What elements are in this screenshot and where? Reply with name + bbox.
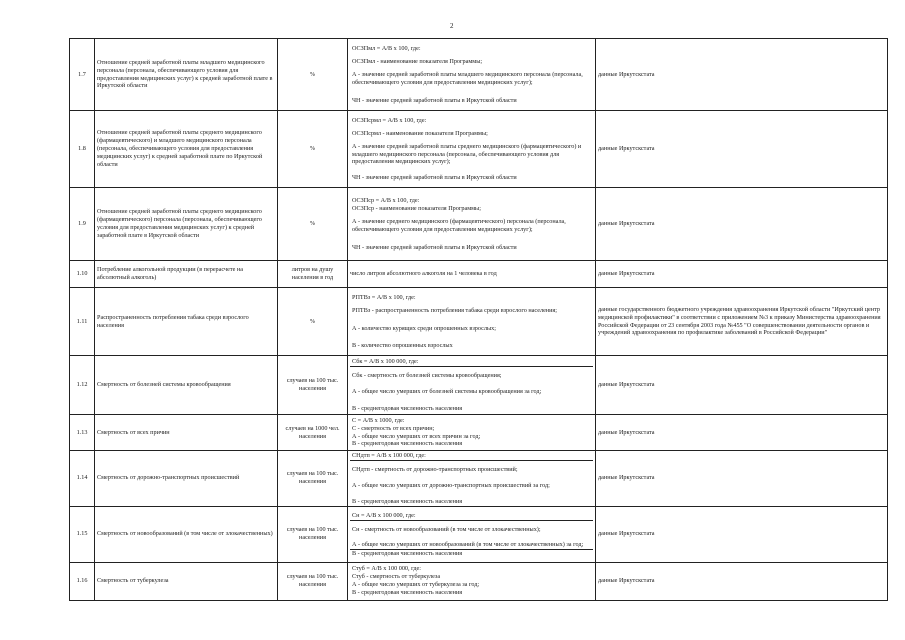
calculation-formula bbox=[348, 188, 596, 261]
formula-line: В - среднегодовая численность населения bbox=[352, 497, 463, 505]
table-row bbox=[70, 261, 888, 288]
unit-of-measure: случаев на 100 тыс. населения bbox=[278, 451, 348, 507]
row-number: 1.10 bbox=[70, 261, 95, 288]
indicator-name: Отношение средней заработной платы среднего медицинского (фармацевтического) и младшего медицинского персонала (персонала, обеспечивающего условия для предоставления медицинских услуг) к средней заработной плате по Иркутской области bbox=[95, 111, 278, 188]
data-source: данные Иркутскстата bbox=[596, 188, 888, 261]
formula-line: В - среднегодовая численность населения bbox=[350, 549, 593, 558]
unit-of-measure: случаев на 1000 чел. населения bbox=[278, 415, 348, 451]
row-number: 1.11 bbox=[70, 288, 95, 356]
table-row bbox=[70, 562, 888, 600]
table-row bbox=[70, 415, 888, 451]
row-number: 1.13 bbox=[70, 415, 95, 451]
formula-line: С - смертность от всех причин; bbox=[352, 424, 435, 432]
formula-line: А - общее число умерших от дорожно-транспортных происшествий за год; bbox=[352, 481, 550, 489]
indicator-name: Потребление алкогольной продукции (в перерасчете на абсолютный алкоголь) bbox=[95, 261, 278, 288]
formula-line: СНдтп - смертность от дорожно-транспортных происшествий; bbox=[352, 465, 518, 473]
row-number: 1.14 bbox=[70, 451, 95, 507]
data-source: данные Иркутскстата bbox=[596, 39, 888, 111]
row-number: 1.12 bbox=[70, 356, 95, 415]
data-source: данные Иркутскстата bbox=[596, 111, 888, 188]
formula-line: ОСЗПср - наименование показателя Программы; bbox=[352, 205, 481, 213]
formula-line: ОСЗПмл = А/В х 100, где: bbox=[352, 45, 421, 53]
data-source: данные Иркутскстата bbox=[596, 562, 888, 600]
row-number: 1.7 bbox=[70, 39, 95, 111]
indicator-name: Смертность от новообразований (в том числе от злокачественных) bbox=[95, 506, 278, 562]
row-number: 1.9 bbox=[70, 188, 95, 261]
formula-line: А - значение средней заработной платы среднего медицинского (фармацевтического) и младшего медицинского персонала (персонала, обеспечивающего условия для предоставления медицинских услуг); bbox=[352, 142, 582, 166]
page-number: 2 bbox=[450, 22, 454, 30]
unit-of-measure: % bbox=[278, 39, 348, 111]
formula-line: В - количество опрошенных взрослых bbox=[352, 342, 453, 350]
table-row bbox=[70, 506, 888, 562]
row-number: 1.8 bbox=[70, 111, 95, 188]
formula-line: В - среднегодовая численность населения bbox=[352, 404, 463, 412]
calculation-formula bbox=[348, 415, 596, 451]
table-row bbox=[70, 288, 888, 356]
formula-line: Сбк - смертность от болезней системы кровообращения; bbox=[352, 372, 502, 380]
unit-of-measure: % bbox=[278, 111, 348, 188]
data-source: данные Иркутскстата bbox=[596, 506, 888, 562]
unit-of-measure: случаев на 100 тыс. населения bbox=[278, 506, 348, 562]
formula-line: РПТВз = А/В х 100, где: bbox=[352, 293, 416, 301]
table-row bbox=[70, 111, 888, 188]
calculation-formula bbox=[348, 111, 596, 188]
unit-of-measure: случаев на 100 тыс. населения bbox=[278, 356, 348, 415]
formula-line: СНдтп = А/В х 100 000, где: bbox=[350, 452, 593, 461]
data-source: данные Иркутскстата bbox=[596, 451, 888, 507]
formula-line: В - среднегодовая численность населения bbox=[352, 440, 463, 448]
row-number: 1.15 bbox=[70, 506, 95, 562]
indicator-name: Смертность от болезней системы кровообращения bbox=[95, 356, 278, 415]
table-row bbox=[70, 39, 888, 111]
indicator-name: Отношение средней заработной платы среднего медицинского (фармацевтического) персонала (персонала, обеспечивающего условия для предоставления медицинских услуг) к средней заработной плате в Иркутской области bbox=[95, 188, 278, 261]
indicator-name: Смертность от всех причин bbox=[95, 415, 278, 451]
formula-line: А - значение среднего медицинского (фармацевтического) персонала (персонала, обеспечивающего условия для предоставления медицинских услуг); bbox=[352, 218, 566, 233]
calculation-formula: число литров абсолютного алкоголя на 1 человека в год bbox=[348, 261, 596, 288]
indicators-table bbox=[69, 38, 888, 601]
calculation-formula bbox=[348, 356, 596, 415]
data-source: данные Иркутскстата bbox=[596, 356, 888, 415]
formula-line: А - общее число умерших от новообразований (в том числе от злокачественных) за год; bbox=[352, 540, 584, 548]
formula-line: ЧН - значение средней заработной платы в Иркутской области bbox=[352, 174, 517, 182]
calculation-formula bbox=[348, 288, 596, 356]
formula-line: ОСЗПсрмл - наименование показателя Программы; bbox=[352, 129, 488, 137]
formula-line: ОСЗПср = А/В х 100, где: bbox=[352, 197, 420, 205]
formula-line: А - общее число умерших от туберкулеза за год; bbox=[352, 581, 480, 589]
table-row bbox=[70, 188, 888, 261]
row-number: 1.16 bbox=[70, 562, 95, 600]
formula-line: ОСЗПсрмл = А/В х 100, где: bbox=[352, 116, 427, 124]
data-source: данные государственного бюджетного учреждения здравоохранения Иркутской области "Иркутский центр медицинской профилактики" в соответствии с приложением №3 к приказу Министерства здравоохранения Российской Федерации от 23 сентября 2003 года №455 "О совершенствовании деятельности органов и учреждений здравоохранения по профилактике заболеваний в Российской Федерации" bbox=[596, 288, 888, 356]
indicator-name: Смертность от туберкулеза bbox=[95, 562, 278, 600]
formula-line: С = А/В х 1000, где: bbox=[352, 416, 405, 424]
formula-line: Сбк = А/В х 100 000, где: bbox=[350, 358, 593, 367]
table-row bbox=[70, 356, 888, 415]
indicator-name: Распространенность потребления табака среди взрослого населения bbox=[95, 288, 278, 356]
unit-of-measure: % bbox=[278, 188, 348, 261]
formula-line: Стуб = А/В х 100 000, где: bbox=[352, 565, 421, 573]
formula-line: А - общее число умерших от болезней системы кровообращения за год; bbox=[352, 388, 542, 395]
table-row bbox=[70, 451, 888, 507]
formula-line: Сн = А/В х 100 000, где: bbox=[350, 512, 593, 521]
formula-line: А - общее число умерших от всех причин за год; bbox=[352, 432, 481, 440]
formula-line: А - значение средней заработной платы младшего медицинского персонала (персонала, обеспечивающего условия для предоставления медицинских услуг); bbox=[352, 71, 583, 86]
indicator-name: Отношение средней заработной платы младшего медицинского персонала (персонала, обеспечивающего условия для предоставления медицинских услуг) к средней заработной плате в Иркутской области bbox=[95, 39, 278, 111]
calculation-formula bbox=[348, 39, 596, 111]
formula-line: А - количество курящих среди опрошенных взрослых; bbox=[352, 324, 496, 332]
formula-line: РПТВз - распространенность потребления табака среди взрослого населения; bbox=[352, 306, 557, 314]
unit-of-measure: % bbox=[278, 288, 348, 356]
indicator-name: Смертность от дорожно-транспортных происшествий bbox=[95, 451, 278, 507]
calculation-formula bbox=[348, 451, 596, 507]
unit-of-measure: литров на душу населения в год bbox=[278, 261, 348, 288]
formula-line: В - среднегодовая численность населения bbox=[352, 589, 463, 597]
calculation-formula bbox=[348, 506, 596, 562]
formula-line: ЧН - значение средней заработной платы в Иркутской области bbox=[352, 96, 517, 104]
data-source: данные Иркутскстата bbox=[596, 415, 888, 451]
formula-line: Стуб - смертность от туберкулеза bbox=[352, 573, 441, 581]
formula-line: Сн - смертность от новообразований (в том числе от злокачественных); bbox=[352, 525, 541, 533]
formula-line: ОСЗПмл - наименование показателя Программы; bbox=[352, 58, 483, 66]
formula-line: ЧН - значение средней заработной платы в Иркутской области bbox=[352, 243, 517, 251]
unit-of-measure: случаев на 100 тыс. населения bbox=[278, 562, 348, 600]
calculation-formula bbox=[348, 562, 596, 600]
data-source: данные Иркутскстата bbox=[596, 261, 888, 288]
